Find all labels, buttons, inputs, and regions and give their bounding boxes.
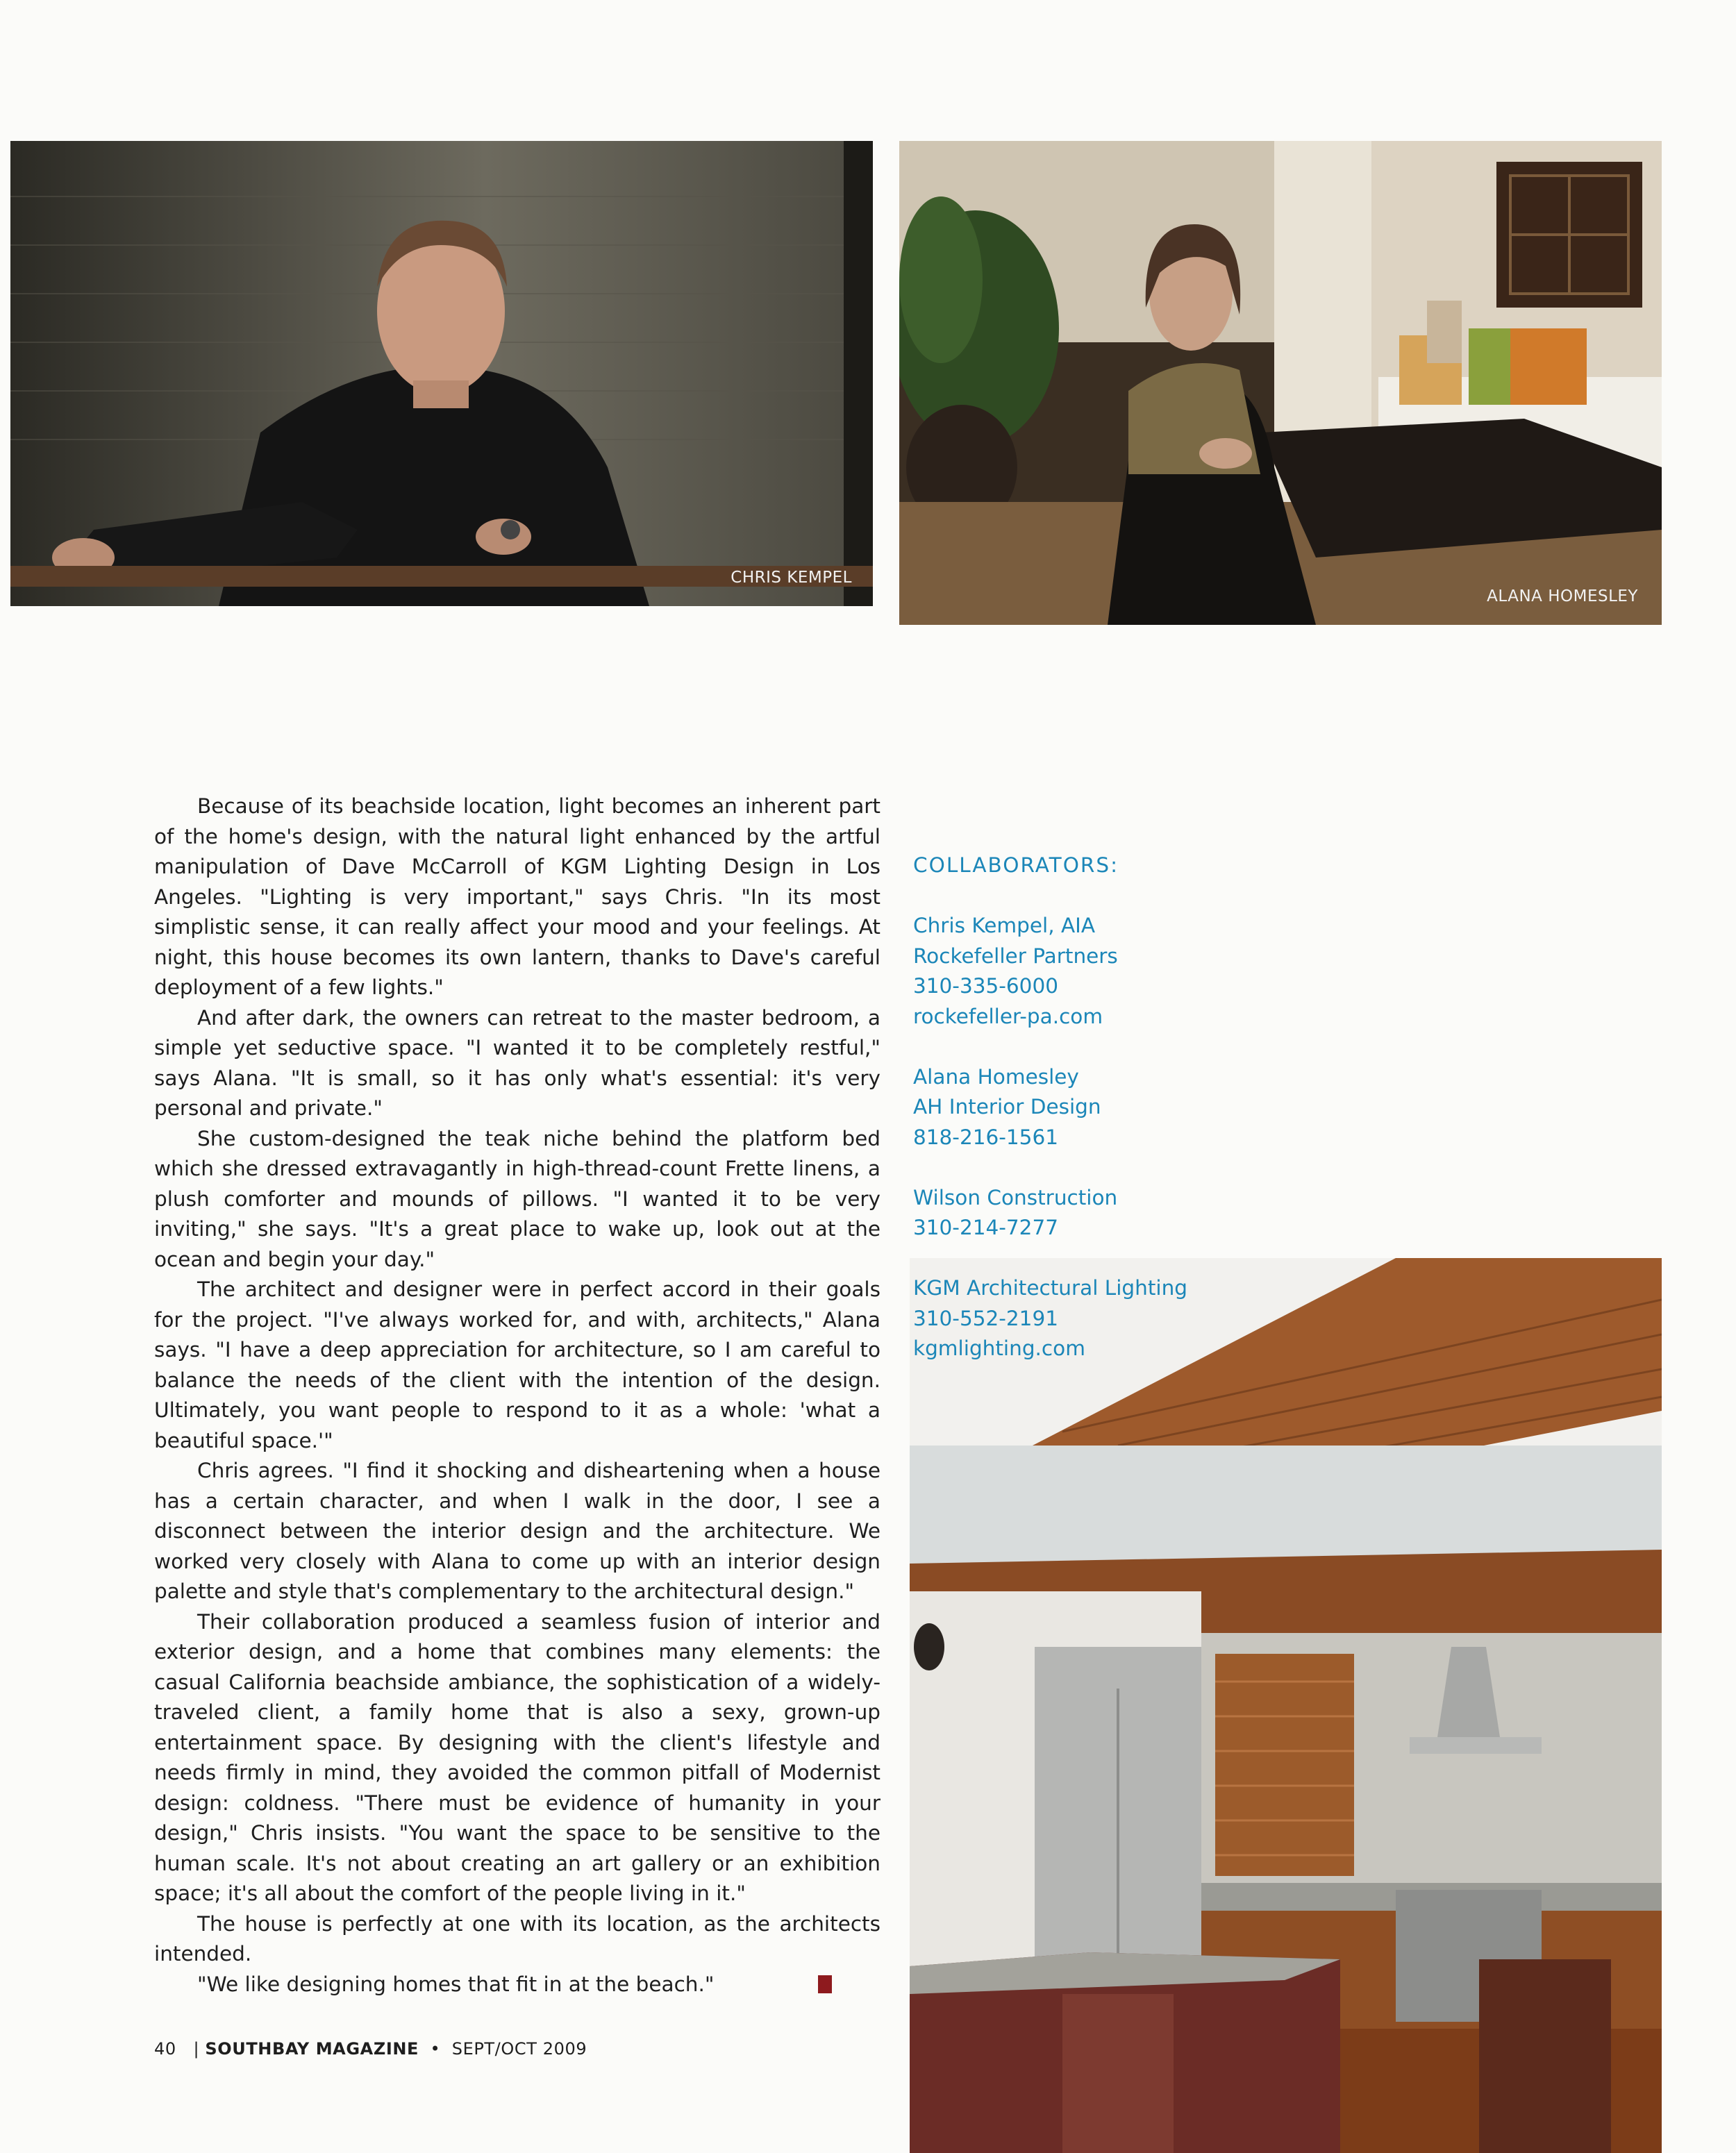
- collaborator-phone: 310-335-6000: [913, 974, 1058, 998]
- page-footer: [154, 2039, 587, 2059]
- collaborator-firm: Wilson Construction: [913, 1185, 1118, 1209]
- collaborator-name: Chris Kempel, AIA: [913, 914, 1096, 937]
- collaborator-website[interactable]: kgmlighting.com: [913, 1337, 1085, 1360]
- collaborator-firm: KGM Architectural Lighting: [913, 1276, 1188, 1300]
- article-paragraph: The architect and designer were in perfect accord in their goals for the project. "I've always worked for, and with, architects," Alana says. "I have a deep appreciation for architecture, so I am careful to balance the needs of the client with the intention of the design. Ultimately, you want people to respond to it as a whole: 'what a beautiful space.'": [154, 1277, 880, 1452]
- end-of-article-mark: [818, 1975, 832, 1993]
- collaborator-name: Alana Homesley: [913, 1064, 1079, 1089]
- magazine-name: SOUTHBAY MAGAZINE: [205, 2039, 419, 2059]
- alana-homesley-photo: [899, 141, 1662, 625]
- page-number: 40: [154, 2039, 176, 2059]
- collaborator-firm: Rockefeller Partners: [913, 944, 1118, 968]
- article-paragraph: And after dark, the owners can retreat to the master bedroom, a simple yet seductive space. "I wanted it to be completely restful," says Alana. "It is small, so it has only what's essential: it's very personal and private.": [154, 1005, 880, 1120]
- article-paragraph: Because of its beachside location, light becomes an inherent part of the home's design, with the natural light enhanced by the artful manipulation of Dave McCarroll of KGM Lighting Design in Los Angeles. "Lighting is very important," says Chris. "In its most simplistic sense, it can really affect your mood and your feelings. At night, this house becomes its own lantern, thanks to Dave's careful deployment of a few lights.": [154, 794, 880, 999]
- collaborator-group: [913, 1062, 1233, 1153]
- issue-date: SEPT/OCT 2009: [451, 2039, 587, 2059]
- collaborator-group: [913, 1273, 1233, 1364]
- article-paragraph: She custom-designed the teak niche behind the platform bed which she dressed extravagantly in high-thread-count Frette linens, a plush comforter and mounds of pillows. "I wanted it to be very inviting," she says. "It's a great place to wake up, look out at the ocean and begin your day.": [154, 1126, 880, 1271]
- collaborator-website[interactable]: rockefeller-pa.com: [913, 1004, 1103, 1028]
- alana-homesley-caption: ALANA HOMESLEY: [1487, 587, 1638, 605]
- closing-quote: "We like designing homes that fit in at the beach.": [197, 1972, 715, 1996]
- collaborator-group: [913, 1183, 1233, 1243]
- article-paragraph: The house is perfectly at one with its location, as the architects intended.: [154, 1911, 880, 1966]
- article-closing-line: [154, 1970, 880, 2000]
- footer-separator: |: [193, 2039, 200, 2059]
- collaborator-phone: 818-216-1561: [913, 1125, 1058, 1149]
- collaborators-heading: COLLABORATORS:: [913, 853, 1119, 877]
- chris-kempel-photo: [10, 141, 873, 606]
- footer-bullet: •: [430, 2039, 441, 2059]
- chris-kempel-caption: CHRIS KEMPEL: [731, 569, 852, 587]
- collaborator-phone: 310-552-2191: [913, 1306, 1058, 1330]
- article-body: [154, 791, 880, 2000]
- collaborators-sidebar: [913, 851, 1233, 1394]
- collaborator-firm: AH Interior Design: [913, 1095, 1101, 1119]
- article-paragraph: Their collaboration produced a seamless fusion of interior and exterior design, and a home that combines many elements: the casual California beachside ambiance, the sophistication of a widely-traveled client, a family home that is also a sexy, grown-up entertainment space. By designing with the client's lifestyle and needs firmly in mind, they avoided the common pitfall of Modernist design: coldness. "There must be evidence of humanity in your design," Chris insists. "You want the space to be sensitive to the human scale. It's not about creating an art gallery or an exhibition space; it's all about the comfort of the people living in it.": [154, 1609, 880, 1905]
- collaborator-group: [913, 911, 1233, 1032]
- collaborator-phone: 310-214-7277: [913, 1216, 1058, 1239]
- article-paragraph: Chris agrees. "I find it shocking and disheartening when a house has a certain character, and when I walk in the door, I see a disconnect between the interior design and the architecture. We worked very closely with Alana to come up with an interior design palette and style that's complementary to the architectural design.": [154, 1459, 880, 1603]
